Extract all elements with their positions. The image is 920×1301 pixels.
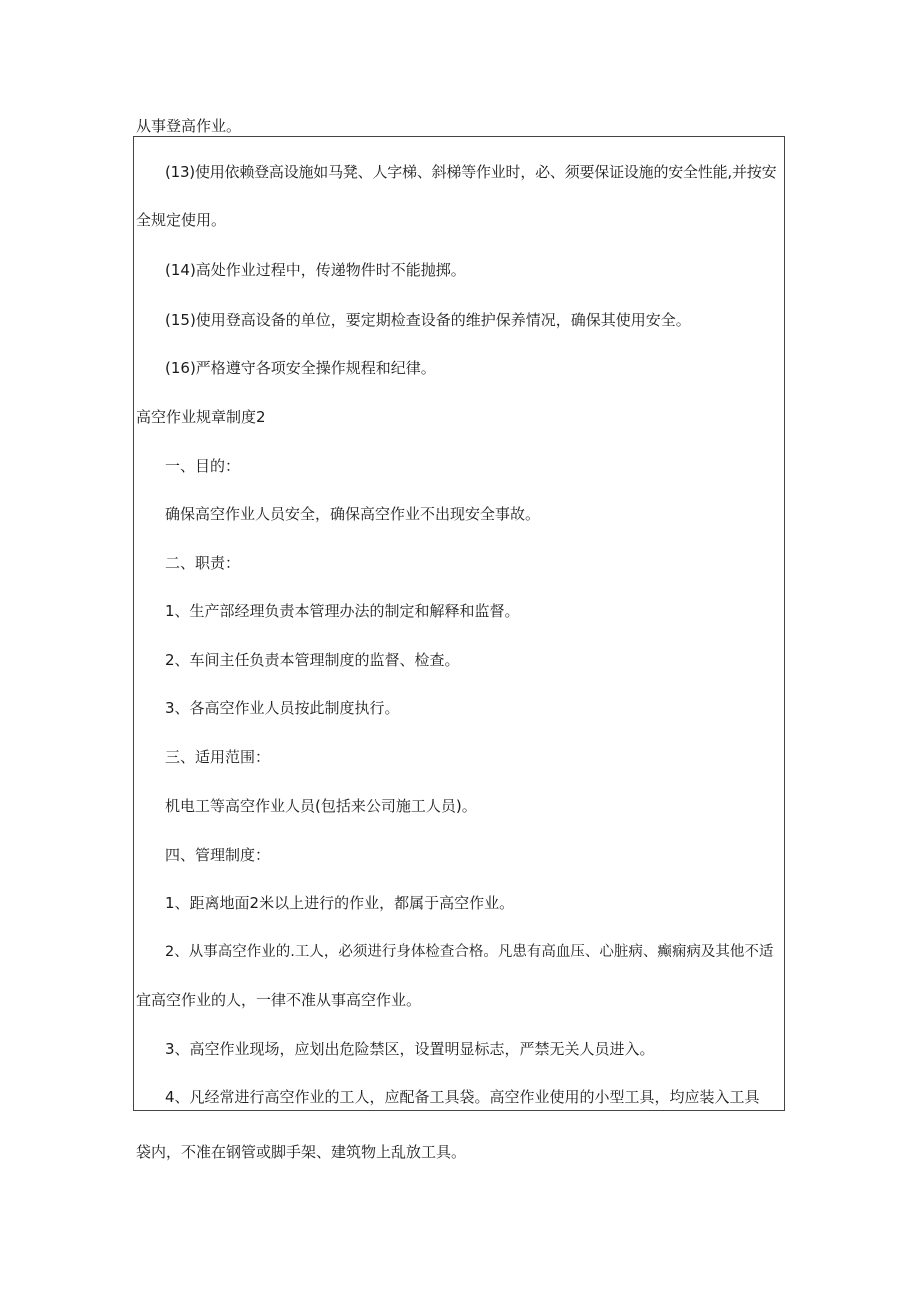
section-title: 高空作业规章制度2 bbox=[136, 408, 266, 426]
heading-duties: 二、职责： bbox=[165, 554, 241, 572]
heading-rules: 四、管理制度： bbox=[165, 846, 271, 864]
duty-item-2: 2、车间主任负责本管理制度的监督、检查。 bbox=[165, 651, 460, 669]
paragraph-16: (16)严格遵守各项安全操作规程和纪律。 bbox=[165, 359, 436, 377]
purpose-text: 确保高空作业人员安全，确保高空作业不出现安全事故。 bbox=[165, 505, 541, 523]
paragraph-15: (15)使用登高设备的单位，要定期检查设备的维护保养情况，确保其使用安全。 bbox=[165, 311, 691, 329]
paragraph-13-line-1: (13)使用依赖登高设施如马凳、人字梯、斜梯等作业时，必、须要保证设施的安全性能,并按安 bbox=[165, 163, 777, 181]
heading-scope: 三、适用范围： bbox=[165, 748, 271, 766]
rule-item-3: 3、高空作业现场，应划出危险禁区，设置明显标志，严禁无关人员进入。 bbox=[165, 1040, 655, 1058]
rule-item-2-line-1: 2、从事高空作业的.工人，必须进行身体检查合格。凡患有高血压、心脏病、癫痫病及其他不适 bbox=[165, 944, 774, 960]
paragraph-13-line-2: 全规定使用。 bbox=[136, 211, 227, 229]
duty-item-3: 3、各高空作业人员按此制度执行。 bbox=[165, 699, 400, 717]
rule-item-4-line-1: 4、凡经常进行高空作业的工人，应配备工具袋。高空作业使用的小型工具，均应装入工具 bbox=[165, 1088, 760, 1106]
top-line: 从事登高作业。 bbox=[136, 117, 242, 135]
rule-item-1: 1、距离地面2米以上进行的作业，都属于高空作业。 bbox=[165, 894, 515, 912]
rule-item-2-line-2: 宜高空作业的人，一律不准从事高空作业。 bbox=[136, 991, 422, 1009]
content-box bbox=[133, 136, 785, 1111]
paragraph-14: (14)高处作业过程中，传递物件时不能抛掷。 bbox=[165, 261, 466, 279]
bottom-line: 袋内，不准在钢管或脚手架、建筑物上乱放工具。 bbox=[136, 1143, 467, 1161]
heading-purpose: 一、目的： bbox=[165, 457, 241, 475]
scope-text: 机电工等高空作业人员(包括来公司施工人员)。 bbox=[165, 797, 477, 815]
duty-item-1: 1、生产部经理负责本管理办法的制定和解释和监督。 bbox=[165, 602, 520, 620]
